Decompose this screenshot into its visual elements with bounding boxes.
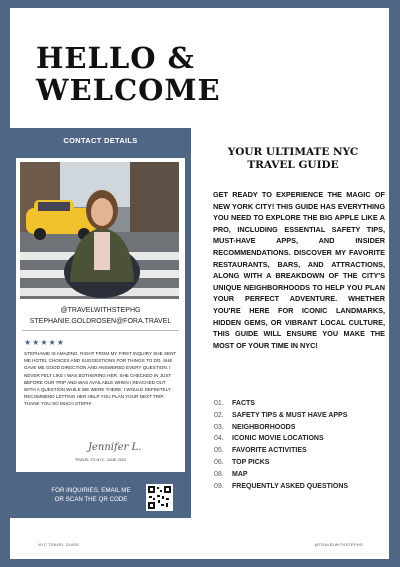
contact-title: CONTACT DETAILS <box>63 136 138 145</box>
toc-number: 03. <box>214 423 224 431</box>
toc-number: 01. <box>214 400 224 407</box>
toc-label: ICONIC MOVIE LOCATIONS <box>232 435 324 443</box>
welcome-heading-line2: WELCOME <box>36 73 221 107</box>
toc-item[interactable] <box>214 410 348 422</box>
signature-caption: TRAVEL TO NYC, JUNE 2024 <box>74 458 127 462</box>
toc-number: 04. <box>214 435 224 443</box>
profile-photo <box>20 162 179 299</box>
toc-number: 02. <box>214 411 224 419</box>
welcome-heading-line1: HELLO & <box>36 41 195 75</box>
toc-item[interactable] <box>214 422 348 434</box>
toc-item[interactable] <box>214 445 348 457</box>
toc-label: NEIGHBORHOODS <box>232 423 296 431</box>
toc-item[interactable] <box>214 481 348 493</box>
guide-title: YOUR ULTIMATE NYC TRAVEL GUIDE <box>227 146 359 171</box>
signature: Jennifer L. <box>88 442 142 453</box>
toc-label: FAVORITE ACTIVITIES <box>232 447 307 455</box>
inquiries-text: FOR INQUIRIES, EMAIL ME OR SCAN THE QR CODE <box>51 487 131 503</box>
guide-intro: GET READY TO EXPERIENCE THE MAGIC OF NEW YORK CITY! THIS GUIDE HAS EVERYTHING YOU NEED TO EXPLORE THE BIG APPLE LIKE A PRO, INCLUDING ESSENTIAL SAFETY TIPS, MUST-HAVE APPS, AND INSIDER RECOMMENDATIONS. DISCOVER MY FAVORITE RESTAURANTS, BARS, AND ATTRACTIONS, ALONG WITH A BREAKDOWN OF THE CITY'S UNIQUE NEIGHBORHOODS TO HELP YOU PLAN YOUR PERFECT ADVENTURE. WHETHER YOU'RE HERE FOR ICONIC LANDMARKS, HIDDEN GEMS, OR VIBRANT LOCAL CULTURE, THIS GUIDE WILL ENSURE YOU MAKE THE MOST OF YOUR TIME IN NYC! <box>213 190 385 350</box>
table-of-contents <box>214 398 348 492</box>
toc-label: TOP PICKS <box>232 458 270 466</box>
toc-item[interactable] <box>214 398 348 410</box>
toc-item[interactable] <box>214 433 348 445</box>
divider <box>22 330 179 331</box>
testimonial-text: STEPHANIE IS AMAZING. RIGHT FROM MY FIRST INQUIRY SHE SENT ME HOTEL CHOICES AND SUGGESTIONS FOR THINGS TO DO. SHE GAVE ME GOOD DIRECTION AND ANSWERED EVERY QUESTION. I NEVER FELT LIKE I WAS BOTHERING HER. SHE CHECKED IN JUST BEFORE OUR TRIP AND WAS AVAILABLE WHEN I REACHED OUT WITH A QUESTION WHILE WE WERE THERE. I WOULD DEFINITELY RECOMMEND LETTING HER HELP YOU PLAN YOUR NEXT TRIP. THANK YOU SO MUCH STEPH! <box>24 351 177 407</box>
toc-number: 06. <box>214 458 224 466</box>
welcome-heading <box>36 42 221 106</box>
instagram-handle[interactable]: @TRAVELWITHSTEPHG <box>60 307 141 314</box>
toc-label: FREQUENTLY ASKED QUESTIONS <box>232 482 349 490</box>
qr-code-icon[interactable] <box>146 484 173 511</box>
toc-number: 05. <box>214 447 224 455</box>
toc-label: SAFETY TIPS & MUST HAVE APPS <box>232 411 348 419</box>
contact-panel <box>10 128 191 518</box>
toc-number: 08. <box>214 470 224 478</box>
rating-stars: ★★★★★ <box>24 338 65 347</box>
contact-card <box>16 158 185 472</box>
toc-item[interactable] <box>214 469 348 481</box>
toc-label: FACTS <box>232 400 255 407</box>
toc-label: MAP <box>232 470 248 478</box>
toc-item[interactable] <box>214 457 348 469</box>
toc-number: 09. <box>214 482 224 490</box>
footer-title: NYC TRAVEL GUIDE <box>38 543 80 547</box>
page-sheet <box>10 8 389 559</box>
footer-handle: @TRAVELWITHSTEPHG <box>314 543 363 547</box>
email-link[interactable]: STEPHANIE.GOLDROSEN@FORA.TRAVEL <box>29 318 172 325</box>
